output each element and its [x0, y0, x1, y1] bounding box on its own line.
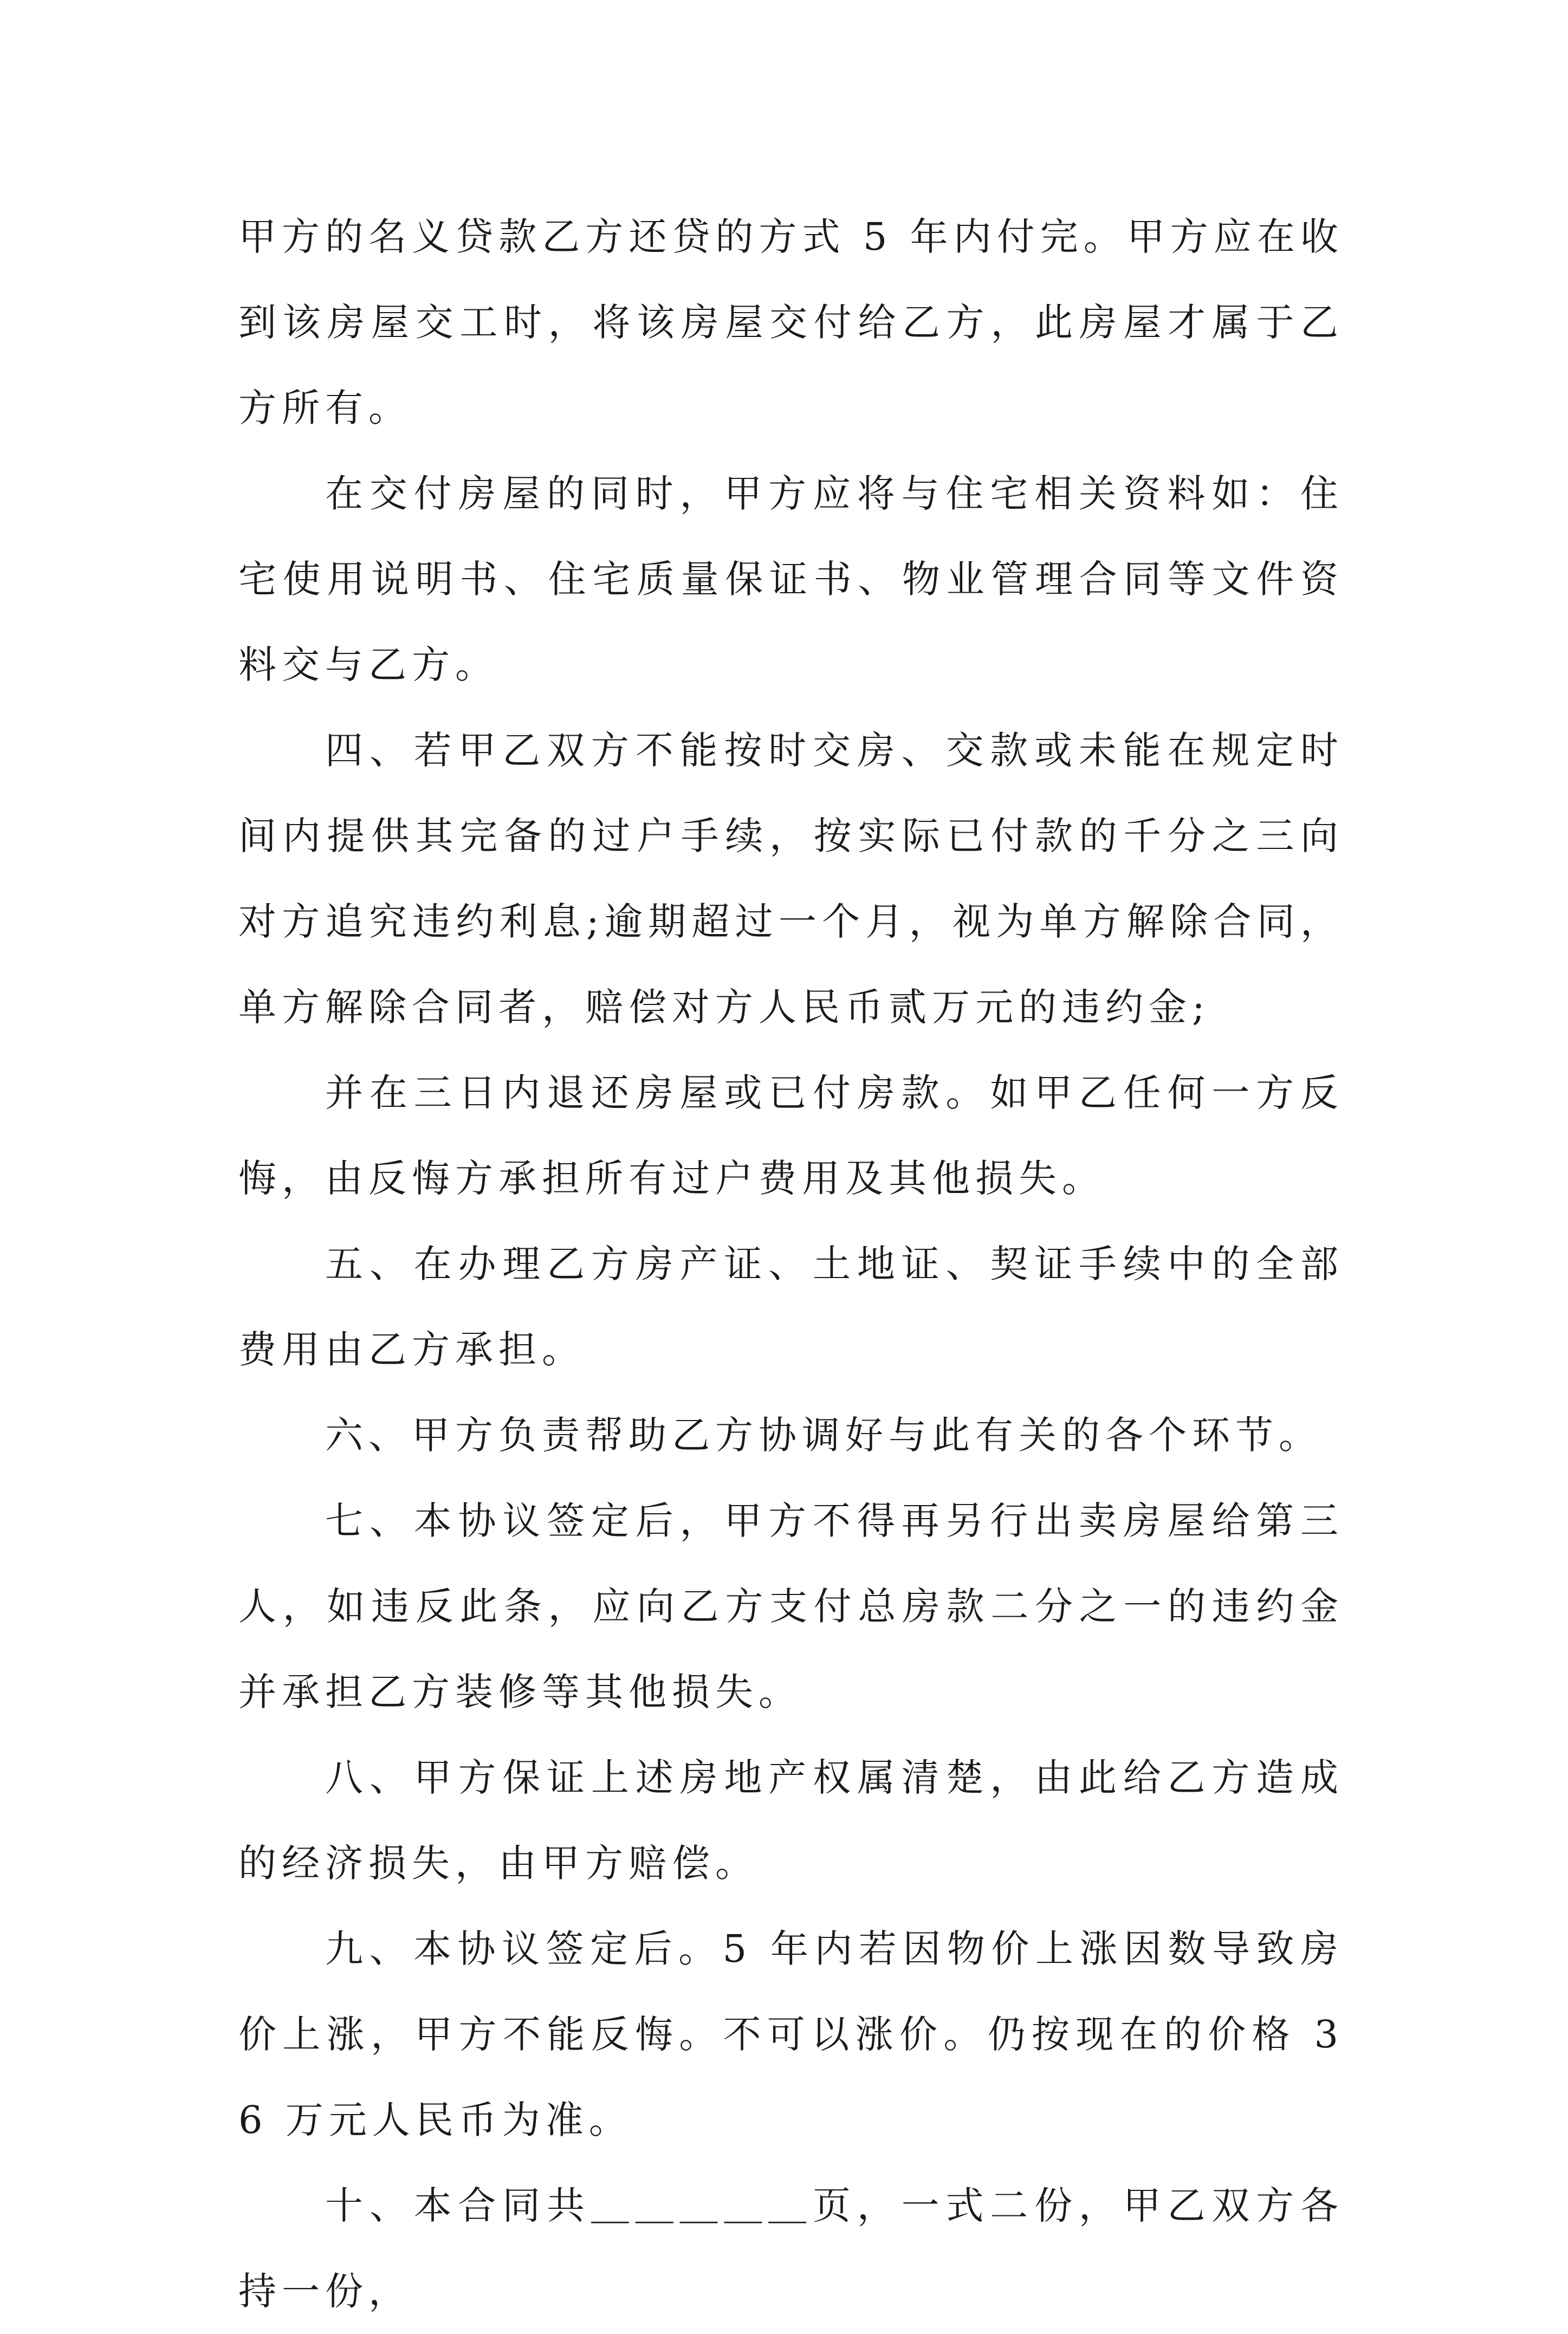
paragraph-4: 并在三日内退还房屋或已付房款。如甲乙任何一方反悔，由反悔方承担所有过户费用及其他损失。 — [238, 1071, 1344, 1201]
paragraph-2: 在交付房屋的同时，甲方应将与住宅相关资料如：住宅使用说明书、住宅质量保证书、物业管理合同等文件资料交与乙方。 — [238, 471, 1344, 687]
paragraph-7: 七、本协议签定后，甲方不得再另行出卖房屋给第三人，如违反此条，应向乙方支付总房款二分之一的违约金并承担乙方装修等其他损失。 — [238, 1499, 1344, 1714]
paragraph-5: 五、在办理乙方房产证、土地证、契证手续中的全部费用由乙方承担。 — [238, 1242, 1344, 1372]
paragraph-3: 四、若甲乙双方不能按时交房、交款或未能在规定时间内提供其完备的过户手续，按实际已付款的千分之三向对方追究违约利息;逾期超过一个月，视为单方解除合同，单方解除合同者，赔偿对方人民币贰万元的违约金; — [238, 728, 1344, 1029]
paragraph-8: 八、甲方保证上述房地产权属清楚，由此给乙方造成的经济损失，由甲方赔偿。 — [238, 1755, 1344, 1885]
document-body — [238, 194, 1344, 2334]
paragraph-9: 九、本协议签定后。5 年内若因物价上涨因数导致房价上涨，甲方不能反悔。不可以涨价。仍按现在的价格 36 万元人民币为准。 — [238, 1927, 1344, 2142]
paragraph-1: 甲方的名义贷款乙方还贷的方式 5 年内付完。甲方应在收到该房屋交工时，将该房屋交付给乙方，此房屋才属于乙方所有。 — [238, 215, 1344, 430]
paragraph-10: 十、本合同共＿＿＿＿＿页，一式二份，甲乙双方各持一份， — [238, 2183, 1344, 2313]
paragraph-6: 六、甲方负责帮助乙方协调好与此有关的各个环节。 — [325, 1413, 1322, 1457]
